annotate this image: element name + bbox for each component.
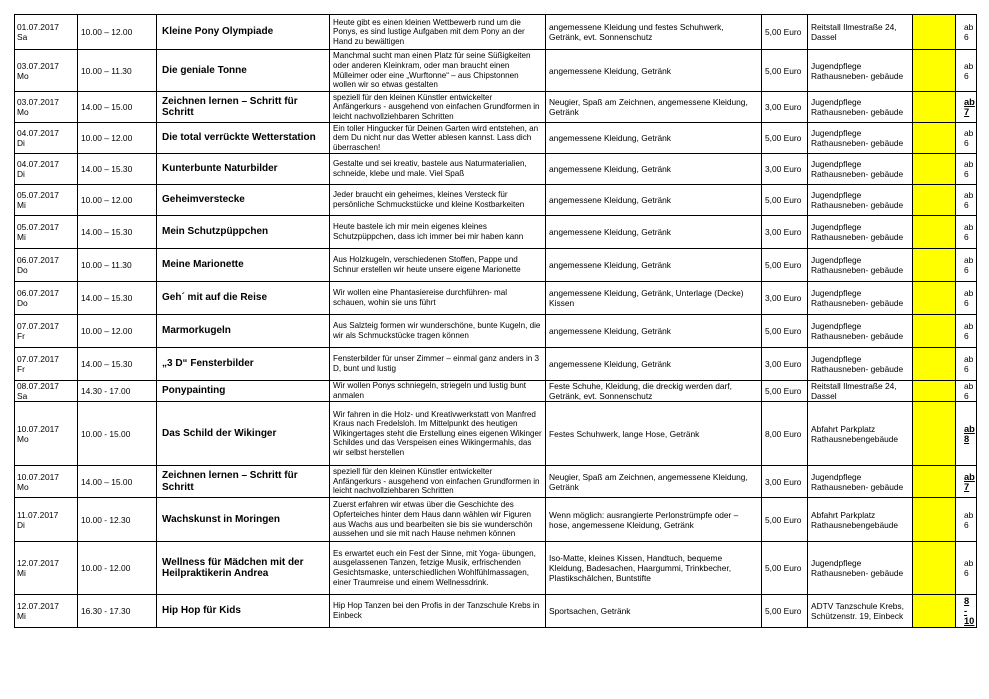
location-cell: Jugendpflege Rathausneben- gebäude	[808, 466, 913, 498]
cost-cell: 5,00 Euro	[762, 123, 808, 154]
weekday-text: Mi	[17, 200, 26, 210]
date-cell	[15, 216, 78, 249]
date-text: 06.07.2017	[17, 255, 59, 265]
highlight-cell	[913, 15, 956, 50]
time-cell: 14.00 – 15.30	[78, 348, 157, 381]
table-row	[15, 498, 977, 542]
requirements-cell: angemessene Kleidung und festes Schuhwerk, Getränk, evt. Sonnenschutz	[546, 15, 762, 50]
table-row	[15, 154, 977, 185]
requirements-cell: angemessene Kleidung, Getränk	[546, 154, 762, 185]
highlight-cell	[913, 123, 956, 154]
date-cell	[15, 92, 78, 123]
description-cell: Jeder braucht ein geheimes, kleines Versteck für persönliche Schmuckstücke und kleine Kostbarkeiten	[330, 185, 546, 216]
age-cell: ab 7	[956, 92, 977, 123]
highlight-cell	[913, 315, 956, 348]
location-cell: Abfahrt Parkplatz Rathausnebengebäude	[808, 402, 913, 466]
location-cell: Reitstall Ilmestraße 24, Dassel	[808, 381, 913, 402]
title-cell: Wachskunst in Moringen	[157, 498, 330, 542]
weekday-text: Di	[17, 519, 25, 530]
time-cell: 10.00 - 12.30	[78, 498, 157, 542]
requirements-cell: angemessene Kleidung, Getränk	[546, 315, 762, 348]
title-cell: Mein Schutzpüppchen	[157, 216, 330, 249]
cost-cell: 3,00 Euro	[762, 466, 808, 498]
table-row	[15, 185, 977, 216]
description-cell: Fensterbilder für unser Zimmer – einmal ganz anders in 3 D, bunt und lustig	[330, 348, 546, 381]
location-cell: ADTV Tanzschule Krebs, Schützenstr. 19, Einbeck	[808, 595, 913, 628]
requirements-cell: Feste Schuhe, Kleidung, die dreckig werden darf, Getränk, evt. Sonnenschutz	[546, 381, 762, 402]
cost-cell: 5,00 Euro	[762, 50, 808, 92]
highlight-cell	[913, 498, 956, 542]
date-cell	[15, 348, 78, 381]
date-text: 04.07.2017	[17, 128, 59, 138]
date-text: 10.07.2017	[17, 471, 59, 482]
date-text: 11.07.2017	[17, 509, 59, 520]
age-cell: ab 7	[956, 466, 977, 498]
age-cell: ab 6	[956, 154, 977, 185]
cost-cell: 5,00 Euro	[762, 185, 808, 216]
highlight-cell	[913, 381, 956, 402]
highlight-cell	[913, 466, 956, 498]
location-cell: Jugendpflege Rathausneben- gebäude	[808, 542, 913, 595]
weekday-text: Mo	[17, 107, 29, 117]
title-cell: Meine Marionette	[157, 249, 330, 282]
title-cell: Kleine Pony Olympiade	[157, 15, 330, 50]
date-text: 04.07.2017	[17, 159, 59, 169]
title-cell: Zeichnen lernen – Schritt für Schritt	[157, 92, 330, 123]
table-row	[15, 381, 977, 402]
time-cell: 14.30 - 17.00	[78, 381, 157, 402]
requirements-cell: angemessene Kleidung, Getränk	[546, 185, 762, 216]
location-cell: Jugendpflege Rathausneben- gebäude	[808, 249, 913, 282]
cost-cell: 5,00 Euro	[762, 595, 808, 628]
date-text: 03.07.2017	[17, 97, 59, 107]
location-cell: Jugendpflege Rathausneben- gebäude	[808, 216, 913, 249]
cost-cell: 5,00 Euro	[762, 381, 808, 402]
table-row	[15, 249, 977, 282]
age-cell: 8 - 10	[956, 595, 977, 628]
age-cell: ab 6	[956, 216, 977, 249]
title-cell: Wellness für Mädchen mit der Heilpraktikerin Andrea	[157, 542, 330, 595]
cost-cell: 5,00 Euro	[762, 498, 808, 542]
table-row	[15, 216, 977, 249]
location-cell: Jugendpflege Rathausneben- gebäude	[808, 282, 913, 315]
age-cell: ab 6	[956, 498, 977, 542]
highlight-cell	[913, 216, 956, 249]
weekday-text: Mi	[17, 568, 26, 578]
location-cell: Reitstall Ilmestraße 24, Dassel	[808, 15, 913, 50]
time-cell: 14.00 – 15.30	[78, 154, 157, 185]
weekday-text: Di	[17, 169, 25, 179]
age-cell: ab 8	[956, 402, 977, 466]
highlight-cell	[913, 282, 956, 315]
weekday-text: Do	[17, 265, 28, 275]
date-text: 10.07.2017	[17, 423, 59, 434]
highlight-cell	[913, 249, 956, 282]
description-cell: Aus Salzteig formen wir wunderschöne, bunte Kugeln, die wir als Schmuckstücke tragen können	[330, 315, 546, 348]
cost-cell: 3,00 Euro	[762, 154, 808, 185]
highlight-cell	[913, 154, 956, 185]
time-cell: 10.00 – 12.00	[78, 315, 157, 348]
cost-cell: 3,00 Euro	[762, 348, 808, 381]
description-cell: Heute gibt es einen kleinen Wettbewerb rund um die Ponys, es sind lustige Aufgaben mit dem Pony an der Hand zu bewältigen	[330, 15, 546, 50]
highlight-cell	[913, 348, 956, 381]
date-text: 12.07.2017	[17, 558, 59, 568]
title-cell: Geheimverstecke	[157, 185, 330, 216]
requirements-cell: Neugier, Spaß am Zeichnen, angemessene Kleidung, Getränk	[546, 92, 762, 123]
weekday-text: Mo	[17, 433, 29, 444]
description-cell: Heute bastele ich mir mein eigenes kleines Schutzpüppchen, dass ich immer bei mir haben kann	[330, 216, 546, 249]
date-text: 07.07.2017	[17, 321, 59, 331]
title-cell: Marmorkugeln	[157, 315, 330, 348]
title-cell: Ponypainting	[157, 381, 330, 402]
description-cell: Hip Hop Tanzen bei den Profis in der Tanzschule Krebs in Einbeck	[330, 595, 546, 628]
program-rows	[15, 15, 977, 628]
location-cell: Jugendpflege Rathausneben- gebäude	[808, 123, 913, 154]
cost-cell: 5,00 Euro	[762, 15, 808, 50]
weekday-text: Di	[17, 138, 25, 148]
time-cell: 10.00 – 11.30	[78, 50, 157, 92]
highlight-cell	[913, 185, 956, 216]
time-cell: 14.00 – 15.30	[78, 282, 157, 315]
date-cell	[15, 466, 78, 498]
age-cell: ab 6	[956, 315, 977, 348]
weekday-text: Sa	[17, 391, 28, 401]
weekday-text: Mo	[17, 70, 29, 81]
age-cell: ab 6	[956, 348, 977, 381]
time-cell: 10.00 – 12.00	[78, 185, 157, 216]
time-cell: 14.00 – 15.00	[78, 92, 157, 123]
requirements-cell: Festes Schuhwerk, lange Hose, Getränk	[546, 402, 762, 466]
date-cell	[15, 249, 78, 282]
requirements-cell: Wenn möglich: ausrangierte Perlonstrümpfe oder – hose, angemessene Kleidung, Getränk	[546, 498, 762, 542]
location-cell: Jugendpflege Rathausneben- gebäude	[808, 50, 913, 92]
cost-cell: 5,00 Euro	[762, 542, 808, 595]
title-cell: Geh´ mit auf die Reise	[157, 282, 330, 315]
highlight-cell	[913, 595, 956, 628]
age-cell: ab 6	[956, 123, 977, 154]
location-cell: Jugendpflege Rathausneben- gebäude	[808, 348, 913, 381]
table-row	[15, 542, 977, 595]
age-cell: ab 6	[956, 249, 977, 282]
date-text: 08.07.2017	[17, 381, 59, 391]
time-cell: 10.00 - 12.00	[78, 542, 157, 595]
time-cell: 16.30 - 17.30	[78, 595, 157, 628]
description-cell: speziell für den kleinen Künstler entwickelter Anfängerkurs - ausgehend von einfachen Grundformen in leicht nachvollziehbaren Schritten	[330, 466, 546, 498]
cost-cell: 5,00 Euro	[762, 249, 808, 282]
highlight-cell	[913, 50, 956, 92]
age-cell: ab 6	[956, 15, 977, 50]
date-text: 05.07.2017	[17, 222, 59, 232]
title-cell: Das Schild der Wikinger	[157, 402, 330, 466]
weekday-text: Fr	[17, 331, 25, 341]
table-row	[15, 282, 977, 315]
weekday-text: Mo	[17, 481, 29, 492]
weekday-text: Do	[17, 298, 28, 308]
highlight-cell	[913, 402, 956, 466]
date-text: 01.07.2017	[17, 22, 59, 32]
location-cell: Jugendpflege Rathausneben- gebäude	[808, 185, 913, 216]
weekday-text: Sa	[17, 32, 28, 42]
time-cell: 10.00 - 15.00	[78, 402, 157, 466]
date-cell	[15, 315, 78, 348]
date-cell	[15, 123, 78, 154]
age-cell: ab 6	[956, 381, 977, 402]
description-cell: Aus Holzkugeln, verschiedenen Stoffen, Pappe und Schnur erstellen wir heute unsere eigene Marionette	[330, 249, 546, 282]
date-cell	[15, 15, 78, 50]
date-text: 06.07.2017	[17, 288, 59, 298]
program-table	[14, 14, 977, 628]
requirements-cell: angemessene Kleidung, Getränk, Unterlage (Decke) Kissen	[546, 282, 762, 315]
cost-cell: 3,00 Euro	[762, 282, 808, 315]
age-cell: ab 6	[956, 282, 977, 315]
requirements-cell: angemessene Kleidung, Getränk	[546, 50, 762, 92]
date-cell	[15, 542, 78, 595]
description-cell: Zuerst erfahren wir etwas über die Geschichte des Opferteiches hinter dem Haus dann wählen wir Figuren aus Wachs aus und bearbeiten sie bis sie wunderschön aussehen und sie mit nach Hause nehmen können	[330, 498, 546, 542]
description-cell: Es erwartet euch ein Fest der Sinne, mit Yoga- übungen, ausgelassenen Tanzen, fetzige Musik, erfrischenden Gesichtsmaske, unterschiedlichen Wohlfühlmassagen, einer Traumreise und einem Wellnessdrink.	[330, 542, 546, 595]
description-cell: Gestalte und sei kreativ, bastele aus Naturmaterialien, schneide, klebe und male. Viel Spaß	[330, 154, 546, 185]
date-cell	[15, 381, 78, 402]
date-text: 05.07.2017	[17, 190, 59, 200]
requirements-cell: Iso-Matte, kleines Kissen, Handtuch, bequeme Kleidung, Badesachen, Haargummi, Trinkbecher, Plastikschälchen, Buntstifte	[546, 542, 762, 595]
requirements-cell: Sportsachen, Getränk	[546, 595, 762, 628]
cost-cell: 3,00 Euro	[762, 216, 808, 249]
cost-cell: 5,00 Euro	[762, 315, 808, 348]
time-cell: 14.00 – 15.00	[78, 466, 157, 498]
table-row	[15, 466, 977, 498]
age-cell: ab 6	[956, 542, 977, 595]
date-text: 12.07.2017	[17, 601, 59, 611]
requirements-cell: Neugier, Spaß am Zeichnen, angemessene Kleidung, Getränk	[546, 466, 762, 498]
requirements-cell: angemessene Kleidung, Getränk	[546, 348, 762, 381]
location-cell: Jugendpflege Rathausneben- gebäude	[808, 92, 913, 123]
time-cell: 14.00 – 15.30	[78, 216, 157, 249]
description-cell: Wir fahren in die Holz- und Kreativwerkstatt von Manfred Kraus nach Fredelsloh. Im Mittelpunkt des heutigen Wikingertages steht die Erstellung eines eigenen Wikinger Schildes und das Verspeisen eines Wikingermahls, das wir selbst herstellen	[330, 402, 546, 466]
date-cell	[15, 498, 78, 542]
location-cell: Jugendpflege Rathausneben- gebäude	[808, 154, 913, 185]
table-row	[15, 595, 977, 628]
title-cell: Die total verrückte Wetterstation	[157, 123, 330, 154]
description-cell: Wir wollen Ponys schniegeln, striegeln und lustig bunt anmalen	[330, 381, 546, 402]
requirements-cell: angemessene Kleidung, Getränk	[546, 123, 762, 154]
description-cell: speziell für den kleinen Künstler entwickelter Anfängerkurs - ausgehend von einfachen Grundformen in leicht nachvollziehbaren Schritten	[330, 92, 546, 123]
time-cell: 10.00 – 11.30	[78, 249, 157, 282]
table-row	[15, 315, 977, 348]
weekday-text: Fr	[17, 364, 25, 374]
location-cell: Abfahrt Parkplatz Rathausnebengebäude	[808, 498, 913, 542]
title-cell: Die geniale Tonne	[157, 50, 330, 92]
date-text: 07.07.2017	[17, 354, 59, 364]
description-cell: Wir wollen eine Phantasiereise durchführen- mal schauen, wohin sie uns führt	[330, 282, 546, 315]
table-row	[15, 15, 977, 50]
requirements-cell: angemessene Kleidung, Getränk	[546, 216, 762, 249]
title-cell: Hip Hop für Kids	[157, 595, 330, 628]
date-cell	[15, 50, 78, 92]
title-cell: „3 D“ Fensterbilder	[157, 348, 330, 381]
location-cell: Jugendpflege Rathausneben- gebäude	[808, 315, 913, 348]
table-row	[15, 402, 977, 466]
age-cell: ab 6	[956, 185, 977, 216]
weekday-text: Mi	[17, 611, 26, 621]
table-row	[15, 348, 977, 381]
date-text: 03.07.2017	[17, 60, 59, 71]
table-row	[15, 50, 977, 92]
description-cell: Manchmal sucht man einen Platz für seine Süßigkeiten oder anderen Kleinkram, oder man braucht einen Mülleimer oder eine „Wurftonne“ – aus Chipstonnen wollen wir so etwas gestalten	[330, 50, 546, 92]
description-cell: Ein toller Hingucker für Deinen Garten wird entstehen, an dem Du nicht nur das Wetter ablesen kannst. Lass dich überraschen!	[330, 123, 546, 154]
title-cell: Zeichnen lernen – Schritt für Schritt	[157, 466, 330, 498]
date-cell	[15, 402, 78, 466]
cost-cell: 8,00 Euro	[762, 402, 808, 466]
table-row	[15, 123, 977, 154]
date-cell	[15, 185, 78, 216]
cost-cell: 3,00 Euro	[762, 92, 808, 123]
date-cell	[15, 595, 78, 628]
date-cell	[15, 154, 78, 185]
requirements-cell: angemessene Kleidung, Getränk	[546, 249, 762, 282]
weekday-text: Mi	[17, 232, 26, 242]
highlight-cell	[913, 542, 956, 595]
date-cell	[15, 282, 78, 315]
title-cell: Kunterbunte Naturbilder	[157, 154, 330, 185]
highlight-cell	[913, 92, 956, 123]
age-cell: ab 6	[956, 50, 977, 92]
time-cell: 10.00 – 12.00	[78, 15, 157, 50]
time-cell: 10.00 – 12.00	[78, 123, 157, 154]
table-row	[15, 92, 977, 123]
